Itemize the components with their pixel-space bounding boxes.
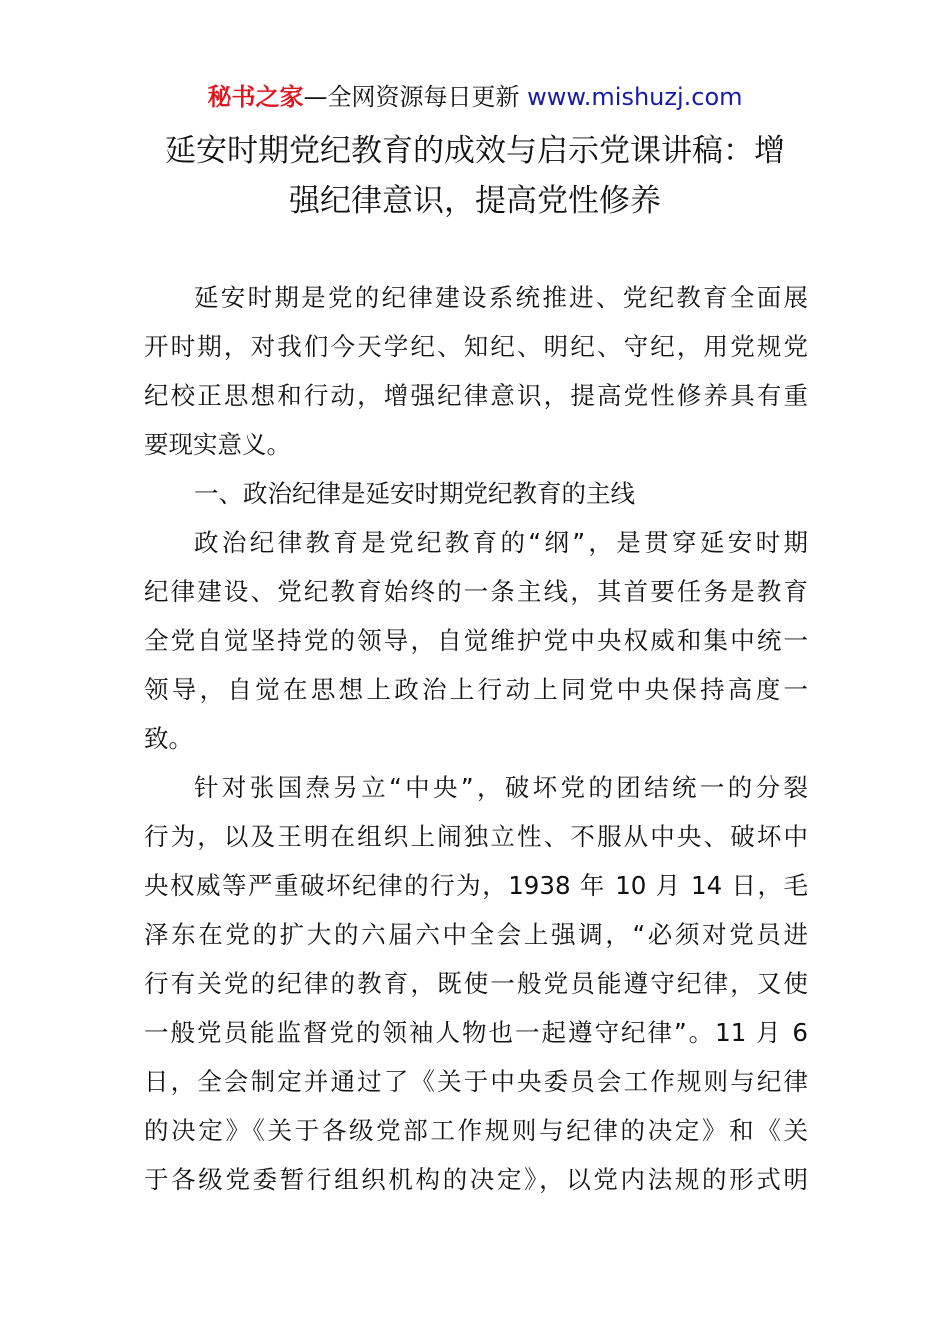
title-line-1: 延安时期党纪教育的成效与启示党课讲稿：增 [165, 133, 785, 169]
paragraph-line: 纪校正思想和行动，增强纪律意识，提高党性修养具有重 [144, 381, 808, 410]
brand-name: 秘书之家 [207, 83, 304, 111]
header-tagline: —全网资源每日更新 [303, 83, 528, 111]
paragraph-line: 央权威等严重破坏纪律的行为，1938 年 10 月 14 日，毛 [144, 871, 808, 900]
paragraph-line: 要现实意义。 [144, 430, 291, 459]
paragraph-line: 一般党员能监督党的领袖人物也一起遵守纪律”。11 月 6 [144, 1018, 808, 1047]
paragraph-intro [144, 273, 808, 469]
paragraph-history [144, 763, 808, 1204]
paragraph-line: 行为，以及王明在组织上闹独立性、不服从中央、破坏中 [144, 822, 808, 851]
paragraph-line: 开时期，对我们今天学纪、知纪、明纪、守纪，用党规党 [144, 332, 808, 361]
paragraph-line: 泽东在党的扩大的六届六中全会上强调，“必须对党员进 [144, 920, 808, 949]
paragraph-political-discipline [144, 518, 808, 763]
site-url-link[interactable]: www.mishuzj.com [527, 83, 743, 111]
paragraph-line: 延安时期是党的纪律建设系统推进、党纪教育全面展 [194, 283, 808, 312]
paragraph-line: 针对张国焘另立“中央”，破坏党的团结统一的分裂 [194, 773, 808, 802]
document-body [144, 273, 808, 1204]
section-heading-1: 一、政治纪律是延安时期党纪教育的主线 [194, 479, 635, 508]
paragraph-line: 政治纪律教育是党纪教育的“纲”，是贯穿延安时期 [194, 528, 808, 557]
site-header [0, 80, 950, 114]
paragraph-line: 日，全会制定并通过了《关于中央委员会工作规则与纪律 [144, 1067, 808, 1096]
paragraph-line: 领导，自觉在思想上政治上行动上同党中央保持高度一 [144, 675, 808, 704]
paragraph-line: 行有关党的纪律的教育，既使一般党员能遵守纪律，又使 [144, 969, 808, 998]
paragraph-line: 纪律建设、党纪教育始终的一条主线，其首要任务是教育 [144, 577, 808, 606]
title-line-2: 强纪律意识，提高党性修养 [289, 183, 661, 219]
paragraph-line: 于各级党委暂行组织机构的决定》，以党内法规的形式明 [144, 1165, 808, 1194]
paragraph-line: 致。 [144, 724, 193, 753]
document-title [140, 126, 810, 226]
paragraph-line: 的决定》《关于各级党部工作规则与纪律的决定》和《关 [144, 1116, 808, 1145]
paragraph-line: 全党自觉坚持党的领导，自觉维护党中央权威和集中统一 [144, 626, 808, 655]
